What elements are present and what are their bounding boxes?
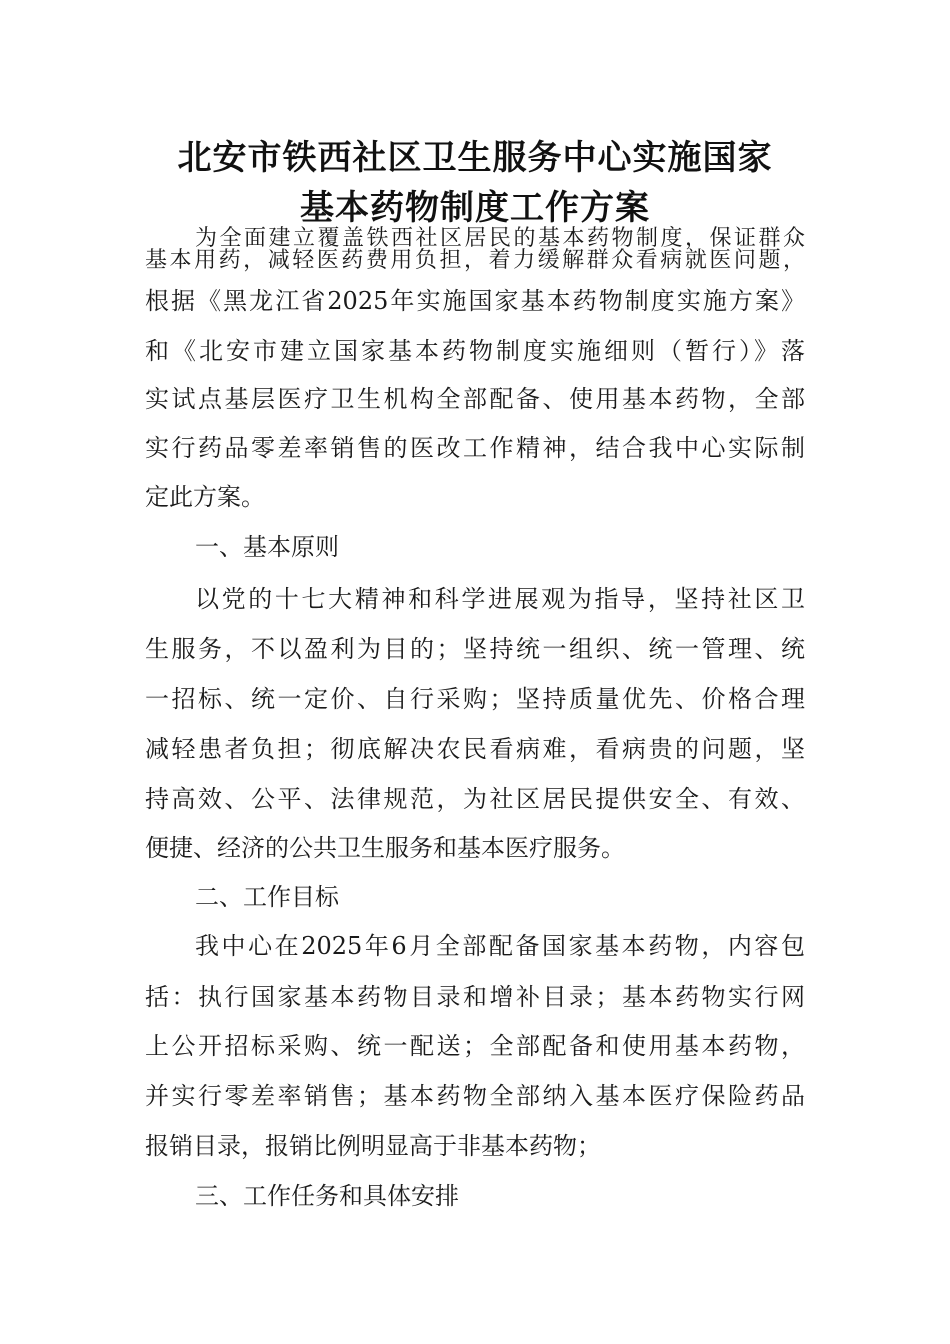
section1-line-2: 生服务，不以盈利为目的；坚持统一组织、统一管理、统 [145,635,805,663]
section1-line-1: 以党的十七大精神和科学进展观为指导，坚持社区卫 [195,585,805,613]
section-heading-3: 三、工作任务和具体安排 [195,1182,459,1210]
section2-line-1: 我中心在2025年6月全部配备国家基本药物，内容包 [195,932,805,960]
section1-line-4: 减轻患者负担；彻底解决农民看病难，看病贵的问题，坚 [145,735,805,763]
section2-line-2: 括：执行国家基本药物目录和增补目录；基本药物实行网 [145,983,805,1011]
intro-line-1: 为全面建立覆盖铁西社区居民的基本药物制度，保证群众 [195,226,805,251]
intro-line-7: 定此方案。 [145,483,265,511]
section1-line-6: 便捷、经济的公共卫生服务和基本医疗服务。 [145,834,625,862]
intro-line-4: 和《北安市建立国家基本药物制度实施细则（暂行）》落 [145,337,805,365]
section-heading-2: 二、工作目标 [195,883,339,911]
intro-line-3: 根据《黑龙江省2025年实施国家基本药物制度实施方案》 [145,287,805,315]
intro-line-2: 基本用药，减轻医药费用负担，着力缓解群众看病就医问题， [145,248,805,273]
section1-line-5: 持高效、公平、法律规范，为社区居民提供安全、有效、 [145,785,805,813]
section1-line-3: 一招标、统一定价、自行采购；坚持质量优先、价格合理 [145,685,805,713]
intro-line-6: 实行药品零差率销售的医改工作精神，结合我中心实际制 [145,434,805,462]
section-heading-1: 一、基本原则 [195,533,339,561]
section2-line-4: 并实行零差率销售；基本药物全部纳入基本医疗保险药品 [145,1082,805,1110]
intro-line-5: 实试点基层医疗卫生机构全部配备、使用基本药物，全部 [145,385,805,413]
document-title-line-1: 北安市铁西社区卫生服务中心实施国家 [177,138,773,178]
document-title-line-2: 基本药物制度工作方案 [300,188,650,228]
section2-line-5: 报销目录，报销比例明显高于非基本药物； [145,1132,601,1160]
section2-line-3: 上公开招标采购、统一配送；全部配备和使用基本药物， [145,1032,805,1060]
